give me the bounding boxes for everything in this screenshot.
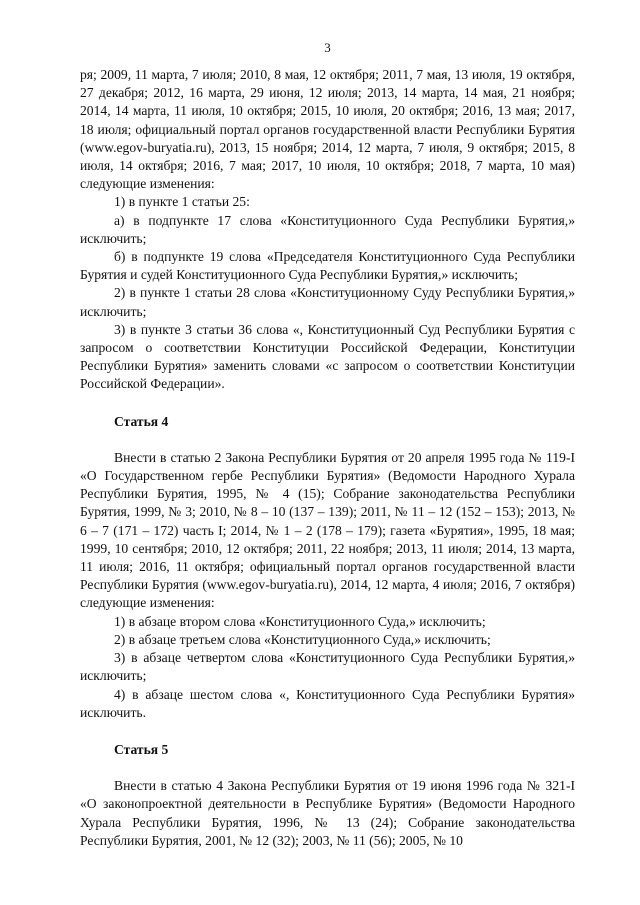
amendment-item: б) в подпункте 19 слова «Председателя Конституционного Суда Республики Бурятия и судей Конституционного Суда Республики Бурятия,» исключить;	[80, 249, 575, 283]
page-number: 3	[324, 40, 331, 55]
article-5-intro: Внести в статью 4 Закона Республики Бурятия от 19 июня 1996 года № 321-I «О законопроектной деятельности в Республике Бурятия» (Ведомости Народного Хурала Республики Бурятия, 1996, № 13 (24); Собрание законодательства Республики Бурятия, 2001, № 12 (32); 2003, № 11 (56); 2005, № 10	[80, 778, 575, 848]
amendment-item: 3) в пункте 3 статьи 36 слова «, Конституционный Суд Республики Бурятия с запросом о соответствии Конституции Российской Федерации, Конституции Республики Бурятия» заменить словами «с запросом о соответствии Конституции Российской Федерации».	[80, 321, 575, 392]
continued-paragraph: ря; 2009, 11 марта, 7 июля; 2010, 8 мая, 12 октября; 2011, 7 мая, 13 июля, 19 октября, 27 декабря; 2012, 16 марта, 29 июня, 12 июля; 2013, 14 марта, 14 мая, 21 ноября; 2014, 14 марта, 11 июля, 10 октября; 2015, 10 июля, 20 октября; 2016, 13 мая; 2017, 18 июля; официальный портал органов государственной власти Республики Бурятия (www.egov-buryatia.ru), 2013, 15 ноября; 2014, 12 марта, 7 июля, 9 октября; 2015, 8 июля, 14 октября; 2016, 7 мая; 2017, 10 июля, 10 октября; 2018, 7 марта, 10 мая) следующие изменения:	[80, 67, 575, 192]
article-4-intro: Внести в статью 2 Закона Республики Бурятия от 20 апреля 1995 года № 119-I «О Государственном гербе Республики Бурятия» (Ведомости Народного Хурала Республики Бурятия, 1995, № 4 (15); Собрание законодательства Республики Бурятия, 1999, № 3; 2010, № 8 – 10 (137 – 139); 2011, № 11 – 12 (152 – 153); 2013, № 6 – 7 (171 – 172) часть I; 2014, № 1 – 2 (178 – 179); газета «Бурятия», 1995, 18 мая; 1999, 10 сентября; 2010, 12 октября; 2011, 22 ноября; 2013, 11 июля; 2014, 13 марта, 11 июля; 2016, 11 октября; официальный портал органов государственной власти Республики Бурятия (www.egov-buryatia.ru), 2014, 12 марта, 4 июля; 2016, 7 октября) следующие изменения:	[80, 449, 575, 611]
amendment-item: 2) в пункте 1 статьи 28 слова «Конституционному Суду Республики Бурятия,» исключить;	[80, 285, 575, 319]
document-body	[80, 66, 575, 850]
article-4-heading: Статья 4	[114, 413, 169, 429]
amendment-item: 2) в абзаце третьем слова «Конституционного Суда,» исключить;	[114, 631, 491, 647]
amendment-item: 4) в абзаце шестом слова «, Конституционного Суда Республики Бурятия» исключить.	[80, 686, 575, 720]
amendment-item: 1) в абзаце втором слова «Конституционного Суда,» исключить;	[114, 613, 486, 629]
article-5-heading: Статья 5	[114, 741, 169, 757]
amendment-item: 1) в пункте 1 статьи 25:	[114, 194, 250, 210]
amendment-item: а) в подпункте 17 слова «Конституционного Суда Республики Бурятия,» исключить;	[80, 212, 575, 246]
amendment-item: 3) в абзаце четвертом слова «Конституционного Суда Республики Бурятия,» исключить;	[80, 650, 575, 684]
